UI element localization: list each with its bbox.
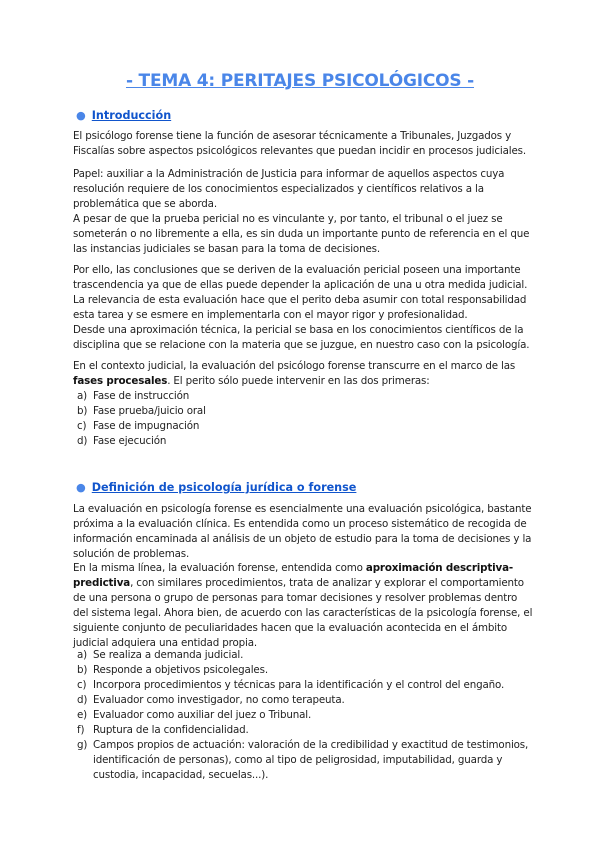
section-heading-text: Definición de psicología jurídica o forense <box>91 481 357 494</box>
list-item <box>73 404 533 419</box>
list-item-text: Campos propios de actuación: valoración de la credibilidad y exactitud de testimonios, identificación de personas), como al tipo de peligrosidad, imputabilidad, guarda y custodia, incapacidad, secuelas...). <box>93 739 529 781</box>
list-item <box>73 723 533 738</box>
paragraph: A pesar de que la prueba pericial no es vinculante y, por tanto, el tribunal o el juez se someterán o no libremente a ella, es sin duda un importante punto de referencia en el que las instancias judiciales se basan para la toma de decisiones. <box>73 213 530 255</box>
list-marker: f) <box>77 724 85 736</box>
list-item-text: Fase de impugnación <box>93 420 200 432</box>
list-item-text: Fase prueba/juicio oral <box>93 405 206 417</box>
section-heading-definicion <box>76 481 356 495</box>
list-item-text: Fase ejecución <box>93 435 167 447</box>
text-run: En la misma línea, la evaluación forense, entendida como <box>73 562 366 574</box>
list-marker: g) <box>77 739 88 751</box>
list-marker: c) <box>77 679 87 691</box>
list-item-text: Evaluador como investigador, no como terapeuta. <box>93 694 345 706</box>
paragraph: Por ello, las conclusiones que se deriven de la evaluación pericial poseen una importante trascendencia ya que de ellas puede depender la aplicación de una u otra medida judicial. La relevancia de esta evaluación hace que el perito deba asumir con total responsabilidad esta tarea y se esmere en implementarla con el mayor rigor y profesionalidad. <box>73 264 528 321</box>
phases-list <box>73 389 533 449</box>
list-item-text: Ruptura de la confidencialidad. <box>93 724 249 736</box>
list-item-text: Se realiza a demanda judicial. <box>93 649 244 661</box>
list-item-text: Fase de instrucción <box>93 390 190 402</box>
bold-term: fases procesales <box>73 375 168 387</box>
paragraph: El psicólogo forense tiene la función de asesorar técnicamente a Tribunales, Juzgados y Fiscalías sobre aspectos psicológicos relevantes que puedan incidir en procesos judiciales. <box>73 130 526 157</box>
list-item-text: Evaluador como auxiliar del juez o Tribunal. <box>93 709 312 721</box>
list-item <box>73 648 533 663</box>
text-run: . El perito sólo puede intervenir en las dos primeras: <box>167 375 430 387</box>
paragraph-aproximacion <box>73 561 533 651</box>
list-item <box>73 738 533 783</box>
list-item <box>73 663 533 678</box>
text-run: , con similares procedimientos, trata de analizar y explorar el comportamiento de una persona o grupo de personas para tomar decisiones y resolver problemas dentro del sistema legal. Ahora bien, de acuerdo con las características de la psicología forense, el siguiente conjunto de peculiaridades hacen que la evaluación acontecida en el ámbito judicial adquiera una entidad propia. <box>73 577 533 649</box>
text-run: En el contexto judicial, la evaluación del psicólogo forense transcurre en el marco de las <box>73 360 516 372</box>
list-item <box>73 389 533 404</box>
list-marker: d) <box>77 694 88 706</box>
bold-term: aproximación descriptiva-predictiva <box>73 562 514 589</box>
list-marker: b) <box>77 664 88 676</box>
paragraph-fases <box>73 359 533 389</box>
list-item <box>73 419 533 434</box>
list-item-text: Incorpora procedimientos y técnicas para la identificación y el control del engaño. <box>93 679 505 691</box>
list-item <box>73 678 533 693</box>
list-marker: b) <box>77 405 88 417</box>
bullet-icon: ● <box>76 109 86 122</box>
list-marker: a) <box>77 649 88 661</box>
list-item <box>73 693 533 708</box>
list-marker: a) <box>77 390 88 402</box>
paragraph: Desde una aproximación técnica, la pericial se basa en los conocimientos científicos de la disciplina que se relacione con la materia que se juzgue, en nuestro caso con la psicología. <box>73 324 530 351</box>
list-marker: d) <box>77 435 88 447</box>
page-title: - TEMA 4: PERITAJES PSICOLÓGICOS - <box>125 71 474 91</box>
list-item-text: Responde a objetivos psicolegales. <box>93 664 268 676</box>
paragraph: La evaluación en psicología forense es esencialmente una evaluación psicológica, bastante próxima a la evaluación clínica. Es entendida como un proceso sistemático de recogida de información encaminada al análisis de un objeto de estudio para la toma de decisiones y la solución de problemas. <box>73 503 532 560</box>
list-item <box>73 708 533 723</box>
list-item <box>73 434 533 449</box>
list-marker: c) <box>77 420 87 432</box>
peculiarities-list <box>73 648 533 783</box>
section-heading-introduccion <box>76 109 171 123</box>
paragraph: Papel: auxiliar a la Administración de Justicia para informar de aquellos aspectos cuya resolución requiere de los conocimientos especializados y científicos relativos a la problemática que se aborda. <box>73 168 505 210</box>
list-marker: e) <box>77 709 88 721</box>
bullet-icon: ● <box>76 481 86 494</box>
section-heading-text: Introducción <box>91 109 172 122</box>
